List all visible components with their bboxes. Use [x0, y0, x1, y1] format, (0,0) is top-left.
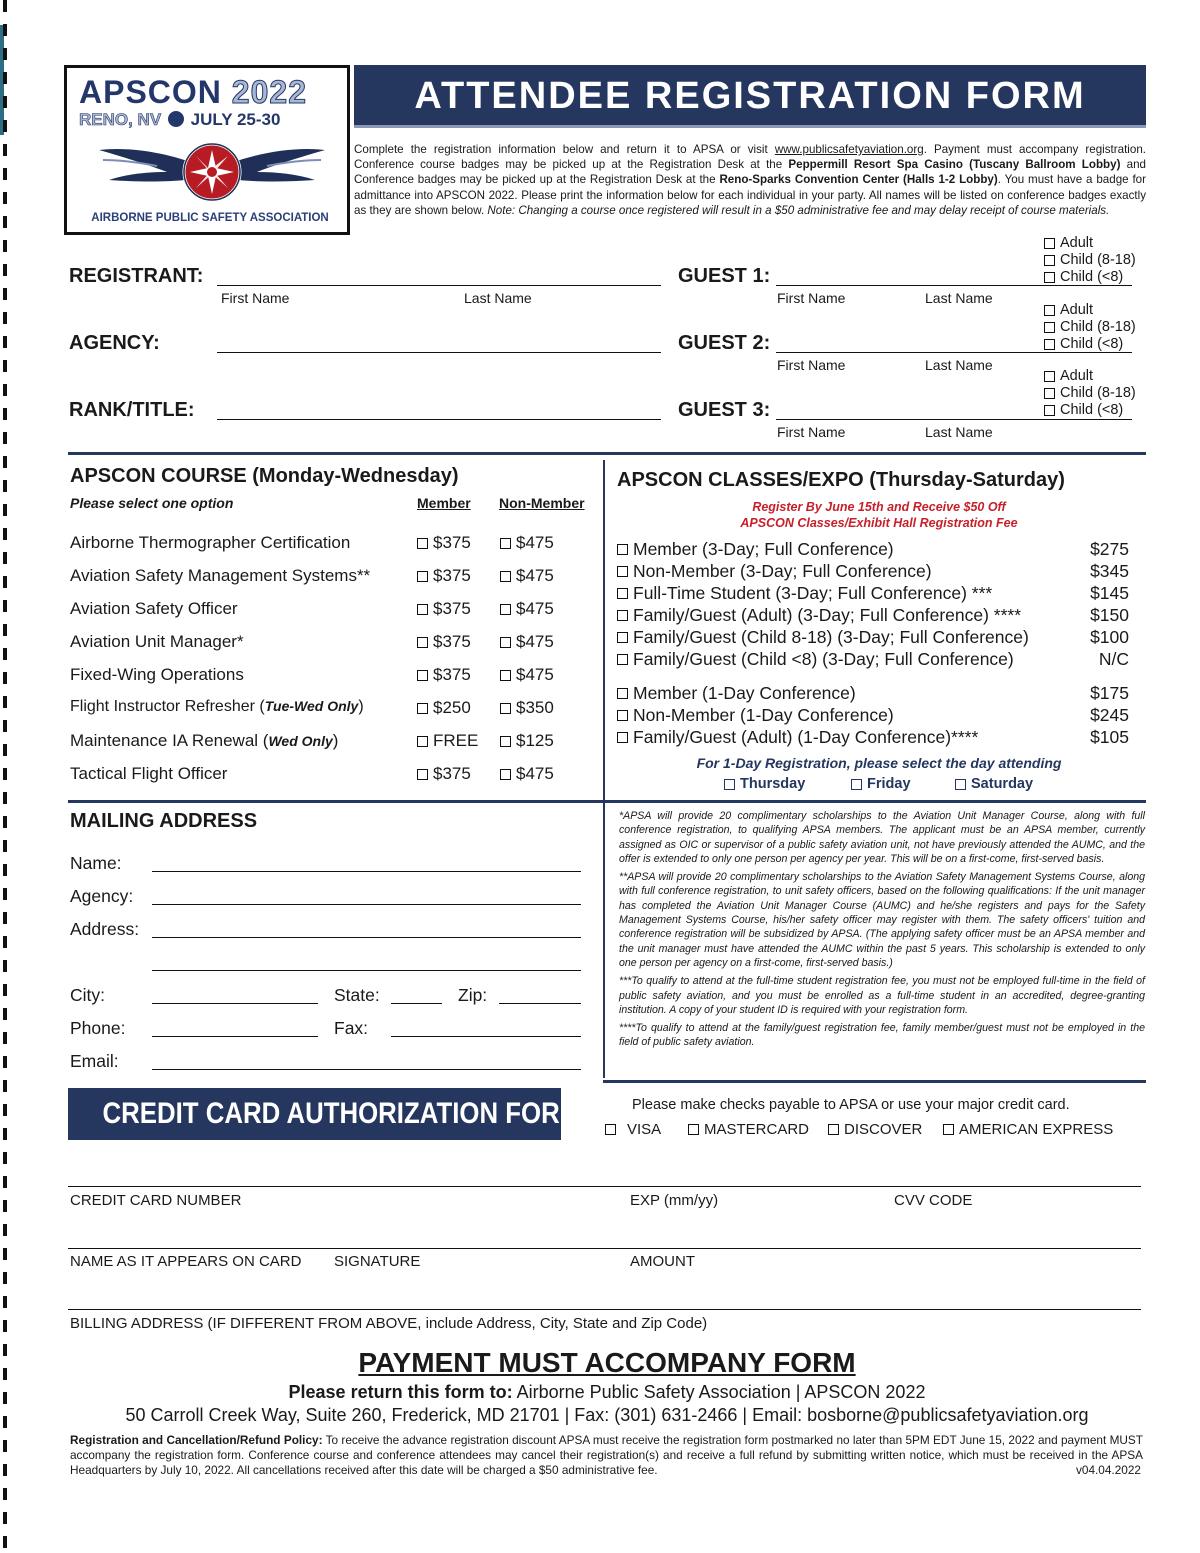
- mailing-agency-label: Agency:: [70, 886, 134, 906]
- expo-option-price: $150: [1090, 605, 1129, 625]
- expo-row[interactable]: [617, 649, 1129, 671]
- guest2-child-8-18-option[interactable]: [1044, 319, 1136, 336]
- member-price-option[interactable]: [417, 764, 471, 784]
- checkbox[interactable]: [1044, 371, 1055, 382]
- expo-option-label: Non-Member (1-Day Conference): [633, 705, 894, 725]
- expo-option-price: $105: [1090, 727, 1129, 747]
- guest3-last-name-caption: Last Name: [925, 424, 993, 440]
- wings-emblem-icon: [97, 136, 327, 206]
- intro-note: Note: Changing a course once registered will result in a $50 administrative fee and may delay receipt of course materials.: [487, 203, 1110, 217]
- nonmember-price-option[interactable]: [500, 731, 554, 751]
- checkbox[interactable]: [500, 538, 511, 549]
- guest1-child-8-18-option[interactable]: [1044, 252, 1136, 269]
- member-price-option[interactable]: [417, 533, 471, 553]
- rank-title-label: RANK/TITLE:: [69, 399, 195, 421]
- checkbox[interactable]: [417, 703, 428, 714]
- expo-option-label: Full-Time Student (3-Day; Full Conference) ***: [633, 583, 993, 603]
- dashed-cut-line: [3, 0, 7, 1553]
- expo-option-price: $175: [1090, 683, 1129, 703]
- member-price: $375: [433, 566, 471, 585]
- member-column-header: Member: [417, 495, 471, 511]
- guest3-age-options: [1044, 368, 1136, 419]
- nonmember-price: $475: [516, 764, 554, 783]
- mailing-phone-line[interactable]: [152, 1035, 318, 1037]
- logo-dates: JULY 25-30: [190, 110, 281, 129]
- credit-card-title: CREDIT CARD AUTHORIZATION FORM: [102, 1097, 582, 1130]
- mailing-fax-line[interactable]: [391, 1035, 581, 1037]
- intro-venue-1: Peppermill Resort Spa Casino (Tuscany Ballroom Lobby): [788, 158, 1121, 172]
- course-name: Aviation Safety Officer: [70, 599, 238, 618]
- agency-label: AGENCY:: [69, 332, 160, 354]
- guest3-adult-option[interactable]: [1044, 368, 1136, 385]
- name-on-card-label: NAME AS IT APPEARS ON CARD: [70, 1253, 302, 1270]
- checkbox[interactable]: [617, 688, 628, 699]
- expo-row[interactable]: [617, 539, 1129, 561]
- expo-option-label: Family/Guest (Adult) (1-Day Conference)****: [633, 727, 979, 747]
- option-label: Child (8-18): [1060, 319, 1136, 335]
- course-section-title: APSCON COURSE (Monday-Wednesday): [70, 465, 459, 487]
- logo-title: [79, 74, 307, 111]
- intro-text-4: . You must have a badge for admittance into APSCON 2022. Please print the information below for each individual in your party. All names will be listed on conference badges exactly as they are shown below.: [354, 173, 1146, 217]
- day-saturday-option[interactable]: [955, 776, 1033, 792]
- mailing-city-label: City:: [70, 985, 105, 1005]
- agency-line[interactable]: [217, 351, 661, 353]
- section-divider-top: [68, 452, 1146, 455]
- discount-line-1: Register By June 15th and Receive $50 Off: [752, 500, 1006, 514]
- checkbox[interactable]: [617, 710, 628, 721]
- card-number-label: CREDIT CARD NUMBER: [70, 1192, 242, 1209]
- checkbox[interactable]: [417, 769, 428, 780]
- option-label: Adult: [1060, 235, 1094, 251]
- checkbox[interactable]: [1044, 238, 1055, 249]
- expo-option-price: $275: [1090, 539, 1129, 559]
- payment-must-accompany-title: PAYMENT MUST ACCOMPANY FORM: [358, 1347, 856, 1378]
- checkbox[interactable]: [1044, 388, 1055, 399]
- mailing-address-line-2[interactable]: [152, 969, 581, 971]
- nonmember-price-option[interactable]: [500, 599, 554, 619]
- checkbox[interactable]: [417, 736, 428, 747]
- rank-title-line[interactable]: [217, 418, 661, 420]
- expo-row[interactable]: [617, 561, 1129, 583]
- logo-city: RENO, NV: [79, 110, 162, 129]
- expo-option-label: Non-Member (3-Day; Full Conference): [633, 561, 932, 581]
- return-to-line: [0, 1382, 1200, 1403]
- guest1-first-name-caption: First Name: [777, 290, 846, 306]
- discount-line-2: APSCON Classes/Exhibit Hall Registration Fee: [740, 516, 1018, 530]
- course-row: [70, 599, 600, 632]
- course-row: [70, 731, 600, 764]
- member-price: $375: [433, 599, 471, 618]
- option-label: Child (<8): [1060, 336, 1124, 352]
- footnote-sms: **APSA will provide 20 complimentary scholarships to the Aviation Safety Management Systems Course, along with full conference registration, to unit safety officers, based on the following qualifications: If the unit manager has completed the Aviation Unit Manager Course (AUMC) and he/she registers and pays for the Safety Management Systems Course, his/her safety officer may register with them. The safety officers' tuition and conference registration will be subsidized by APSA. (The applying safety officer must be an APSA member and the unit manager must have attended the AUMC within the past 5 years. This scholarship is extended to only one person per agency on a first-come, first-served basis.): [619, 871, 1145, 969]
- course-select-note: Please select one option: [70, 495, 234, 511]
- mailing-state-line[interactable]: [391, 1002, 442, 1004]
- checkbox[interactable]: [1044, 405, 1055, 416]
- checkbox[interactable]: [851, 779, 862, 790]
- nonmember-price: $475: [516, 599, 554, 618]
- mailing-city-line[interactable]: [152, 1002, 318, 1004]
- option-label: Adult: [1060, 368, 1094, 384]
- intro-paragraph: [354, 142, 1146, 218]
- checkbox[interactable]: [500, 571, 511, 582]
- guest2-label: GUEST 2:: [678, 332, 771, 354]
- expo-row[interactable]: [617, 627, 1129, 649]
- mailing-phone-label: Phone:: [70, 1018, 126, 1038]
- checkbox[interactable]: [500, 736, 511, 747]
- checkbox[interactable]: [617, 566, 628, 577]
- course-name: Aviation Safety Management Systems**: [70, 566, 371, 585]
- expo-row[interactable]: [617, 583, 1129, 605]
- signature-label: SIGNATURE: [334, 1253, 421, 1270]
- option-label: Child (8-18): [1060, 385, 1136, 401]
- checkbox[interactable]: [1044, 255, 1055, 266]
- member-price-option[interactable]: [417, 698, 471, 718]
- guest2-first-name-caption: First Name: [777, 357, 846, 373]
- apscon-logo: [64, 65, 350, 235]
- nonmember-column-header: Non-Member: [499, 495, 585, 511]
- nonmember-price: $475: [516, 533, 554, 552]
- guest2-last-name-caption: Last Name: [925, 357, 993, 373]
- mailing-address-line-1[interactable]: [152, 936, 581, 938]
- card-number-line[interactable]: [68, 1185, 1141, 1187]
- logo-association-name: AIRBORNE PUBLIC SAFETY ASSOCIATION: [91, 212, 329, 224]
- return-label: Please return this form to:: [288, 1382, 513, 1402]
- checkbox[interactable]: [1044, 305, 1055, 316]
- day-thursday-option[interactable]: [724, 776, 805, 792]
- checkbox[interactable]: [828, 1124, 839, 1135]
- guest1-label: GUEST 1:: [678, 265, 771, 287]
- expo-section-title: APSCON CLASSES/EXPO (Thursday-Saturday): [617, 469, 1065, 491]
- credit-card-header-bar: [68, 1088, 582, 1140]
- card-label: DISCOVER: [844, 1121, 923, 1138]
- cvv-label: CVV CODE: [894, 1192, 973, 1209]
- expo-option-list: [617, 539, 1129, 749]
- intro-text-3: and Conference badges may be picked up at the Registration Desk at the: [354, 158, 1146, 187]
- expo-option-label: Family/Guest (Child 8-18) (3-Day; Full Conference): [633, 627, 1029, 647]
- checkbox[interactable]: [617, 654, 628, 665]
- billing-address-label: BILLING ADDRESS (IF DIFFERENT FROM ABOVE, include Address, City, State and Zip Code): [70, 1315, 708, 1332]
- expo-option-label: Family/Guest (Child <8) (3-Day; Full Conference): [633, 649, 1014, 669]
- course-row: [70, 533, 600, 566]
- expo-option-label: Member (1-Day Conference): [633, 683, 856, 703]
- course-qualifier: Wed Only: [268, 733, 333, 749]
- intro-text-1: Complete the registration information below and return it to APSA or visit: [354, 143, 775, 156]
- guest3-label: GUEST 3:: [678, 399, 771, 421]
- mailing-zip-line[interactable]: [499, 1002, 581, 1004]
- course-name: Fixed-Wing Operations: [70, 665, 244, 684]
- checkbox[interactable]: [617, 544, 628, 555]
- mailing-fax-label: Fax:: [334, 1018, 369, 1038]
- return-organization: Airborne Public Safety Association | APSCON 2022: [512, 1382, 926, 1402]
- course-row: [70, 566, 600, 599]
- nonmember-price-option[interactable]: [500, 698, 554, 718]
- member-price: $375: [433, 665, 471, 684]
- guest3-first-name-caption: First Name: [777, 424, 846, 440]
- footnote-family-guest: ****To qualify to attend at the family/guest registration fee, family member/guest must not be employed in the field of public safety aviation.: [619, 1022, 1145, 1049]
- mailing-name-label: Name:: [70, 853, 122, 873]
- member-price: $375: [433, 632, 471, 651]
- nonmember-price-option[interactable]: [500, 533, 554, 553]
- mailing-address-label: Address:: [70, 919, 140, 939]
- mailing-email-label: Email:: [70, 1051, 119, 1071]
- course-name: Aviation Unit Manager*: [70, 632, 244, 651]
- discover-option[interactable]: [828, 1121, 922, 1138]
- mailing-agency-line[interactable]: [152, 903, 581, 905]
- checkbox[interactable]: [417, 538, 428, 549]
- guest3-child-under-8-option[interactable]: [1044, 402, 1136, 419]
- mailing-name-line[interactable]: [152, 870, 581, 872]
- section-divider-footnotes: [603, 1080, 1146, 1083]
- guest2-age-options: [1044, 302, 1136, 353]
- nonmember-price: $350: [516, 698, 554, 717]
- checkbox[interactable]: [1044, 272, 1055, 283]
- contact-address-line: 50 Carroll Creek Way, Suite 260, Frederick, MD 21701 | Fax: (301) 631-2466 | Email: bosborne@publicsafetyaviation.org: [125, 1405, 1089, 1425]
- option-label: Adult: [1060, 302, 1094, 318]
- course-name: Flight Instructor Refresher (Tue-Wed Only): [70, 698, 364, 715]
- form-title: ATTENDEE REGISTRATION FORM: [414, 75, 1086, 117]
- checkbox[interactable]: [500, 637, 511, 648]
- signature-line[interactable]: [68, 1247, 1141, 1249]
- footnote-student: ***To qualify to attend at the full-time student registration fee, you must not be employed full-time in the field of public safety aviation, and you must be enrolled as a full-time student in an accredited, degree-granting institution. A copy of your student ID is required with your registration form.: [619, 975, 1145, 1016]
- card-label: AMERICAN EXPRESS: [959, 1121, 1114, 1138]
- checkbox[interactable]: [688, 1124, 699, 1135]
- member-price: $375: [433, 533, 471, 552]
- expo-option-label: Family/Guest (Adult) (3-Day; Full Conference) ****: [633, 605, 1022, 625]
- billing-address-line[interactable]: [68, 1308, 1141, 1310]
- checkbox[interactable]: [617, 588, 628, 599]
- amex-option[interactable]: [943, 1121, 1113, 1138]
- course-name: Tactical Flight Officer: [70, 764, 228, 783]
- registrant-name-line[interactable]: [217, 284, 661, 286]
- website-link[interactable]: www.publicsafetyaviation.org: [774, 143, 924, 156]
- registrant-last-name-caption: Last Name: [464, 290, 532, 306]
- checkbox[interactable]: [417, 604, 428, 615]
- guest3-child-8-18-option[interactable]: [1044, 385, 1136, 402]
- course-name: Maintenance IA Renewal (Wed Only): [70, 731, 339, 750]
- intro-venue-2: Reno-Sparks Convention Center (Halls 1-2 Lobby): [719, 173, 998, 187]
- nonmember-price: $475: [516, 632, 554, 651]
- checkbox[interactable]: [955, 779, 966, 790]
- checkbox[interactable]: [617, 610, 628, 621]
- mastercard-option[interactable]: [688, 1121, 809, 1138]
- nonmember-price: $125: [516, 731, 554, 750]
- nonmember-price-option[interactable]: [500, 566, 554, 586]
- expo-option-price: $245: [1090, 705, 1129, 725]
- nonmember-price-option[interactable]: [500, 764, 554, 784]
- logo-subtitle: [79, 110, 280, 130]
- option-label: Child (8-18): [1060, 252, 1136, 268]
- day-label: Saturday: [971, 776, 1034, 792]
- checkbox[interactable]: [943, 1124, 954, 1135]
- member-price-option[interactable]: [417, 731, 478, 751]
- mailing-email-line[interactable]: [152, 1068, 581, 1070]
- member-price-option[interactable]: [417, 566, 471, 586]
- checkbox[interactable]: [500, 604, 511, 615]
- policy-text: To receive the advance registration discount APSA must receive the registration form postmarked no later than 5PM EDT June 15, 2022 and payment MUST accompany the registration form. Conference course and conference attendees may cancel their registration(s) and receive a full refund by submitting written notice, which must be received in the APSA Headquarters by July 10, 2022. All cancellations received after this date will be charged a $50 administrative fee.: [70, 1433, 1143, 1477]
- checkbox[interactable]: [417, 571, 428, 582]
- amount-label: AMOUNT: [630, 1253, 695, 1270]
- day-friday-option[interactable]: [851, 776, 911, 792]
- mailing-zip-label: Zip:: [458, 985, 488, 1005]
- expo-row[interactable]: [617, 683, 1129, 705]
- member-price-option[interactable]: [417, 599, 471, 619]
- checkbox[interactable]: [417, 637, 428, 648]
- expo-option-price: N/C: [1098, 649, 1129, 669]
- checks-payable-note: Please make checks payable to APSA or use your major credit card.: [632, 1097, 1070, 1113]
- one-day-note: For 1-Day Registration, please select the day attending: [696, 755, 1062, 771]
- option-label: Child (<8): [1060, 402, 1124, 418]
- expo-option-label: Member (3-Day; Full Conference): [633, 539, 894, 559]
- visa-option[interactable]: [605, 1121, 661, 1138]
- course-row: [70, 665, 600, 698]
- intro-text-2: . Payment must accompany registration. Conference course badges may be picked up at the Registration Desk at the: [354, 143, 1146, 172]
- expo-option-price: $100: [1090, 627, 1129, 647]
- card-label: MASTERCARD: [704, 1121, 810, 1138]
- guest2-adult-option[interactable]: [1044, 302, 1136, 319]
- course-qualifier: Tue-Wed Only: [264, 698, 359, 714]
- scholarship-footnotes: [619, 809, 1145, 1050]
- member-price-option[interactable]: [417, 665, 471, 685]
- day-label: Thursday: [740, 776, 806, 792]
- nonmember-price: $475: [516, 665, 554, 684]
- guest1-adult-option[interactable]: [1044, 235, 1136, 252]
- logo-title-text: APSCON: [79, 74, 222, 110]
- guest1-age-options: [1044, 235, 1136, 286]
- checkbox[interactable]: [500, 703, 511, 714]
- mailing-section-title: MAILING ADDRESS: [70, 810, 258, 832]
- checkbox[interactable]: [1044, 322, 1055, 333]
- expo-row[interactable]: [617, 705, 1129, 727]
- checkbox[interactable]: [500, 769, 511, 780]
- checkbox[interactable]: [617, 632, 628, 643]
- form-version: v04.04.2022: [1070, 1463, 1141, 1477]
- nonmember-price: $475: [516, 566, 554, 585]
- card-label: VISA: [627, 1121, 662, 1138]
- expo-option-price: $345: [1090, 561, 1129, 581]
- course-list: [70, 533, 600, 797]
- section-divider-middle: [68, 800, 1146, 803]
- day-label: Friday: [867, 776, 911, 792]
- course-row: [70, 698, 600, 731]
- nonmember-price-option[interactable]: [500, 665, 554, 685]
- member-price: FREE: [433, 731, 479, 750]
- guest2-child-under-8-option[interactable]: [1044, 336, 1136, 353]
- member-price: $375: [433, 764, 471, 783]
- header-bar: [354, 65, 1146, 128]
- guest1-child-under-8-option[interactable]: [1044, 269, 1136, 286]
- checkbox[interactable]: [617, 732, 628, 743]
- nonmember-price-option[interactable]: [500, 632, 554, 652]
- course-name: Airborne Thermographer Certification: [70, 533, 351, 552]
- checkbox[interactable]: [1044, 339, 1055, 350]
- checkbox[interactable]: [500, 670, 511, 681]
- early-discount-note: [617, 499, 1141, 531]
- course-name-text: Maintenance IA Renewal: [70, 731, 259, 750]
- logo-badge-icon: [168, 111, 184, 127]
- checkbox[interactable]: [605, 1124, 616, 1135]
- registrant-label: REGISTRANT:: [69, 265, 204, 287]
- logo-year: 2022: [231, 74, 307, 110]
- expo-option-price: $145: [1090, 583, 1129, 603]
- option-label: Child (<8): [1060, 269, 1124, 285]
- registrant-first-name-caption: First Name: [221, 290, 290, 306]
- refund-policy: [70, 1433, 1143, 1478]
- policy-label: Registration and Cancellation/Refund Policy:: [70, 1433, 323, 1447]
- checkbox[interactable]: [417, 670, 428, 681]
- section-divider-vertical: [603, 460, 605, 1078]
- footnote-aumc: *APSA will provide 20 complimentary scholarships to the Aviation Unit Manager Course, along with full conference registration, to qualifying APSA members. The applicant must be an APSA member, currently assigned as OIC or supervisor of a public safety aviation unit, not have previously attended the AUMC, and the offer is extended to only one person per agency per year. This will be on a first-come, first-served basis.: [619, 810, 1145, 865]
- course-row: [70, 764, 600, 797]
- expo-row[interactable]: [617, 605, 1129, 627]
- guest1-last-name-caption: Last Name: [925, 290, 993, 306]
- checkbox[interactable]: [724, 779, 735, 790]
- course-name-text: Flight Instructor Refresher: [70, 698, 255, 715]
- exp-label: EXP (mm/yy): [630, 1192, 719, 1209]
- expo-row[interactable]: [617, 727, 1129, 749]
- member-price-option[interactable]: [417, 632, 471, 652]
- mailing-state-label: State:: [334, 985, 380, 1005]
- member-price: $250: [433, 698, 471, 717]
- course-row: [70, 632, 600, 665]
